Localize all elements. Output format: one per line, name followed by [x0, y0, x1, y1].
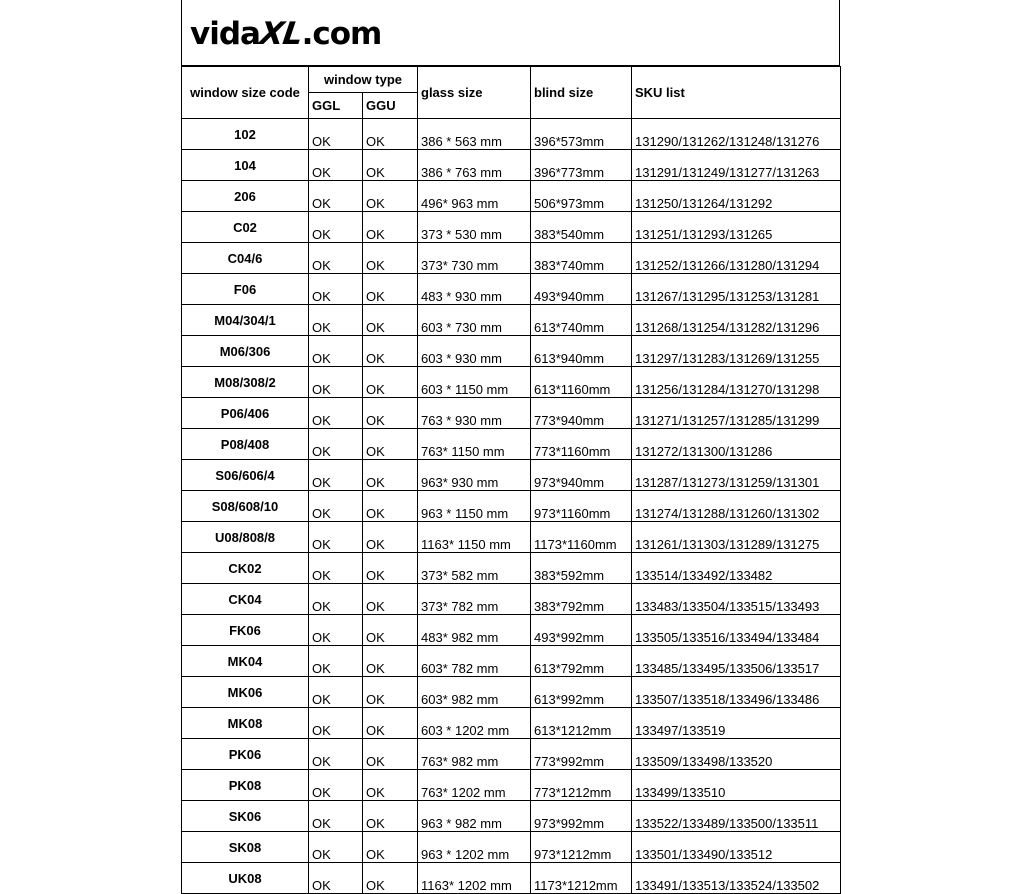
- header-ggl: GGL: [309, 93, 363, 119]
- cell-blind-size: 1173*1212mm: [531, 863, 632, 894]
- cell-sku-list: 131267/131295/131253/131281: [632, 274, 841, 305]
- table-row: [182, 336, 841, 367]
- cell-ggu: OK: [363, 274, 418, 305]
- cell-code: SK06: [182, 801, 309, 832]
- cell-code: 102: [182, 119, 309, 150]
- cell-blind-size: 973*992mm: [531, 801, 632, 832]
- cell-blind-size: 973*940mm: [531, 460, 632, 491]
- cell-blind-size: 613*1160mm: [531, 367, 632, 398]
- vidaxl-logo: [190, 16, 382, 52]
- cell-code: M04/304/1: [182, 305, 309, 336]
- cell-ggu: OK: [363, 243, 418, 274]
- logo-text-xl: XL: [257, 16, 305, 52]
- cell-sku-list: 131251/131293/131265: [632, 212, 841, 243]
- cell-sku-list: 131274/131288/131260/131302: [632, 491, 841, 522]
- cell-sku-list: 133509/133498/133520: [632, 739, 841, 770]
- cell-ggu: OK: [363, 398, 418, 429]
- cell-blind-size: 773*992mm: [531, 739, 632, 770]
- cell-glass-size: 373* 582 mm: [418, 553, 531, 584]
- cell-blind-size: 383*740mm: [531, 243, 632, 274]
- cell-glass-size: 483* 982 mm: [418, 615, 531, 646]
- cell-ggu: OK: [363, 677, 418, 708]
- cell-blind-size: 773*940mm: [531, 398, 632, 429]
- cell-blind-size: 506*973mm: [531, 181, 632, 212]
- cell-ggu: OK: [363, 553, 418, 584]
- cell-ggl: OK: [309, 491, 363, 522]
- table-row: [182, 181, 841, 212]
- cell-glass-size: 603* 782 mm: [418, 646, 531, 677]
- table-row: [182, 212, 841, 243]
- table-row: [182, 863, 841, 894]
- cell-glass-size: 763* 982 mm: [418, 739, 531, 770]
- table-row: [182, 553, 841, 584]
- cell-blind-size: 973*1160mm: [531, 491, 632, 522]
- cell-sku-list: 133491/133513/133524/133502: [632, 863, 841, 894]
- spec-sheet: [181, 0, 840, 894]
- cell-ggl: OK: [309, 212, 363, 243]
- cell-code: P06/406: [182, 398, 309, 429]
- cell-ggu: OK: [363, 739, 418, 770]
- cell-glass-size: 603 * 1150 mm: [418, 367, 531, 398]
- cell-code: MK06: [182, 677, 309, 708]
- cell-ggl: OK: [309, 305, 363, 336]
- cell-ggu: OK: [363, 801, 418, 832]
- cell-sku-list: 131291/131249/131277/131263: [632, 150, 841, 181]
- cell-ggu: OK: [363, 770, 418, 801]
- cell-sku-list: 131287/131273/131259/131301: [632, 460, 841, 491]
- table-row: [182, 460, 841, 491]
- cell-code: PK06: [182, 739, 309, 770]
- cell-blind-size: 493*940mm: [531, 274, 632, 305]
- cell-glass-size: 386 * 763 mm: [418, 150, 531, 181]
- cell-ggl: OK: [309, 584, 363, 615]
- cell-ggl: OK: [309, 832, 363, 863]
- cell-sku-list: 131256/131284/131270/131298: [632, 367, 841, 398]
- header-sku-list: SKU list: [632, 67, 841, 119]
- cell-ggl: OK: [309, 801, 363, 832]
- cell-ggl: OK: [309, 429, 363, 460]
- cell-ggu: OK: [363, 708, 418, 739]
- cell-sku-list: 131272/131300/131286: [632, 429, 841, 460]
- cell-ggu: OK: [363, 646, 418, 677]
- cell-ggu: OK: [363, 336, 418, 367]
- cell-ggu: OK: [363, 119, 418, 150]
- table-row: [182, 584, 841, 615]
- cell-code: MK08: [182, 708, 309, 739]
- logo-header: [181, 0, 840, 66]
- cell-glass-size: 373* 782 mm: [418, 584, 531, 615]
- cell-ggl: OK: [309, 367, 363, 398]
- cell-ggl: OK: [309, 615, 363, 646]
- cell-sku-list: 133501/133490/133512: [632, 832, 841, 863]
- cell-code: S06/606/4: [182, 460, 309, 491]
- table-row: [182, 119, 841, 150]
- cell-glass-size: 373* 730 mm: [418, 243, 531, 274]
- table-row: [182, 274, 841, 305]
- cell-code: M08/308/2: [182, 367, 309, 398]
- cell-glass-size: 963 * 982 mm: [418, 801, 531, 832]
- cell-glass-size: 603 * 930 mm: [418, 336, 531, 367]
- cell-glass-size: 603 * 1202 mm: [418, 708, 531, 739]
- cell-ggl: OK: [309, 739, 363, 770]
- cell-code: 206: [182, 181, 309, 212]
- cell-code: 104: [182, 150, 309, 181]
- cell-code: P08/408: [182, 429, 309, 460]
- cell-glass-size: 1163* 1202 mm: [418, 863, 531, 894]
- header-glass-size: glass size: [418, 67, 531, 119]
- cell-code: MK04: [182, 646, 309, 677]
- cell-glass-size: 763 * 930 mm: [418, 398, 531, 429]
- cell-ggl: OK: [309, 770, 363, 801]
- cell-code: M06/306: [182, 336, 309, 367]
- cell-blind-size: 396*573mm: [531, 119, 632, 150]
- cell-glass-size: 763* 1150 mm: [418, 429, 531, 460]
- cell-sku-list: 133483/133504/133515/133493: [632, 584, 841, 615]
- cell-blind-size: 613*940mm: [531, 336, 632, 367]
- cell-ggl: OK: [309, 708, 363, 739]
- cell-sku-list: 131290/131262/131248/131276: [632, 119, 841, 150]
- cell-glass-size: 373 * 530 mm: [418, 212, 531, 243]
- table-row: [182, 770, 841, 801]
- table-row: [182, 398, 841, 429]
- cell-sku-list: 131261/131303/131289/131275: [632, 522, 841, 553]
- cell-sku-list: 131252/131266/131280/131294: [632, 243, 841, 274]
- header-window-type: window type: [309, 67, 418, 93]
- cell-blind-size: 383*592mm: [531, 553, 632, 584]
- logo-text-vida: vida: [190, 16, 260, 52]
- cell-glass-size: 963 * 1202 mm: [418, 832, 531, 863]
- cell-blind-size: 973*1212mm: [531, 832, 632, 863]
- header-ggu: GGU: [363, 93, 418, 119]
- cell-sku-list: 131268/131254/131282/131296: [632, 305, 841, 336]
- table-row: [182, 305, 841, 336]
- cell-glass-size: 1163* 1150 mm: [418, 522, 531, 553]
- cell-ggu: OK: [363, 522, 418, 553]
- header-blind-size: blind size: [531, 67, 632, 119]
- cell-ggu: OK: [363, 367, 418, 398]
- cell-ggu: OK: [363, 584, 418, 615]
- cell-code: S08/608/10: [182, 491, 309, 522]
- table-row: [182, 615, 841, 646]
- header-window-size-code: window size code: [182, 67, 309, 119]
- cell-blind-size: 773*1212mm: [531, 770, 632, 801]
- cell-blind-size: 613*992mm: [531, 677, 632, 708]
- cell-ggl: OK: [309, 150, 363, 181]
- logo-text-com: .com: [301, 16, 382, 52]
- cell-ggu: OK: [363, 460, 418, 491]
- cell-sku-list: 131271/131257/131285/131299: [632, 398, 841, 429]
- cell-glass-size: 763* 1202 mm: [418, 770, 531, 801]
- cell-blind-size: 383*792mm: [531, 584, 632, 615]
- table-row: [182, 677, 841, 708]
- cell-ggu: OK: [363, 150, 418, 181]
- cell-sku-list: 133514/133492/133482: [632, 553, 841, 584]
- cell-glass-size: 386 * 563 mm: [418, 119, 531, 150]
- cell-glass-size: 603 * 730 mm: [418, 305, 531, 336]
- table-row: [182, 491, 841, 522]
- cell-code: C02: [182, 212, 309, 243]
- cell-blind-size: 613*1212mm: [531, 708, 632, 739]
- cell-blind-size: 1173*1160mm: [531, 522, 632, 553]
- cell-code: C04/6: [182, 243, 309, 274]
- table-row: [182, 429, 841, 460]
- table-row: [182, 708, 841, 739]
- cell-ggu: OK: [363, 181, 418, 212]
- cell-blind-size: 383*540mm: [531, 212, 632, 243]
- cell-code: UK08: [182, 863, 309, 894]
- cell-ggu: OK: [363, 429, 418, 460]
- table-row: [182, 646, 841, 677]
- cell-ggu: OK: [363, 491, 418, 522]
- cell-ggl: OK: [309, 863, 363, 894]
- cell-glass-size: 483 * 930 mm: [418, 274, 531, 305]
- table-body: [182, 119, 841, 894]
- cell-glass-size: 963* 930 mm: [418, 460, 531, 491]
- cell-ggu: OK: [363, 863, 418, 894]
- cell-ggl: OK: [309, 553, 363, 584]
- cell-sku-list: 133485/133495/133506/133517: [632, 646, 841, 677]
- cell-code: U08/808/8: [182, 522, 309, 553]
- cell-ggu: OK: [363, 212, 418, 243]
- cell-ggu: OK: [363, 615, 418, 646]
- cell-blind-size: 493*992mm: [531, 615, 632, 646]
- cell-blind-size: 773*1160mm: [531, 429, 632, 460]
- cell-code: CK04: [182, 584, 309, 615]
- cell-ggl: OK: [309, 243, 363, 274]
- cell-glass-size: 603* 982 mm: [418, 677, 531, 708]
- cell-sku-list: 133522/133489/133500/133511: [632, 801, 841, 832]
- cell-sku-list: 133499/133510: [632, 770, 841, 801]
- cell-code: F06: [182, 274, 309, 305]
- cell-ggl: OK: [309, 119, 363, 150]
- cell-glass-size: 496* 963 mm: [418, 181, 531, 212]
- cell-glass-size: 963 * 1150 mm: [418, 491, 531, 522]
- cell-sku-list: 133505/133516/133494/133484: [632, 615, 841, 646]
- table-row: [182, 522, 841, 553]
- cell-ggl: OK: [309, 646, 363, 677]
- cell-ggl: OK: [309, 274, 363, 305]
- cell-ggl: OK: [309, 398, 363, 429]
- cell-ggu: OK: [363, 832, 418, 863]
- table-row: [182, 243, 841, 274]
- cell-ggl: OK: [309, 522, 363, 553]
- cell-ggl: OK: [309, 336, 363, 367]
- cell-code: CK02: [182, 553, 309, 584]
- table-row: [182, 801, 841, 832]
- table-row: [182, 739, 841, 770]
- table-row: [182, 367, 841, 398]
- cell-ggu: OK: [363, 305, 418, 336]
- cell-code: FK06: [182, 615, 309, 646]
- cell-sku-list: 131250/131264/131292: [632, 181, 841, 212]
- cell-sku-list: 131297/131283/131269/131255: [632, 336, 841, 367]
- cell-sku-list: 133507/133518/133496/133486: [632, 677, 841, 708]
- cell-blind-size: 613*792mm: [531, 646, 632, 677]
- window-size-table: [181, 66, 841, 894]
- table-row: [182, 832, 841, 863]
- cell-code: PK08: [182, 770, 309, 801]
- cell-blind-size: 396*773mm: [531, 150, 632, 181]
- cell-ggl: OK: [309, 460, 363, 491]
- cell-sku-list: 133497/133519: [632, 708, 841, 739]
- cell-ggl: OK: [309, 677, 363, 708]
- table-row: [182, 150, 841, 181]
- cell-code: SK08: [182, 832, 309, 863]
- cell-blind-size: 613*740mm: [531, 305, 632, 336]
- cell-ggl: OK: [309, 181, 363, 212]
